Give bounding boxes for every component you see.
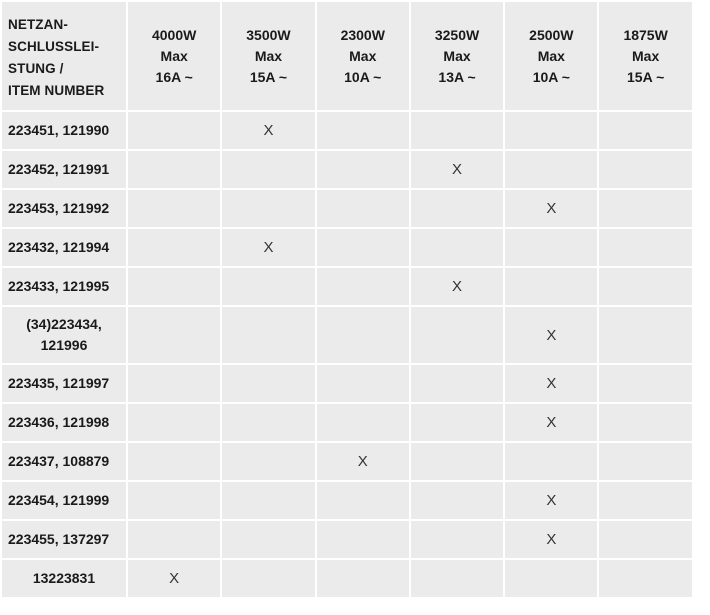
- mark-cell: X: [504, 306, 598, 364]
- mark-cell: [410, 520, 504, 559]
- mark-cell: [221, 267, 315, 306]
- mark-cell: [127, 150, 221, 189]
- column-watt: 3250W: [434, 27, 480, 43]
- mark-cell: [127, 403, 221, 442]
- item-number-cell: 223435, 121997: [1, 364, 127, 403]
- column-header-3500w: [221, 1, 315, 111]
- mark-cell: [504, 111, 598, 150]
- column-max: Max: [632, 48, 660, 64]
- mark-cell: [598, 364, 692, 403]
- mark-cell: [127, 267, 221, 306]
- item-number-line: (34)223434,: [26, 316, 102, 332]
- mark-cell: [410, 189, 504, 228]
- mark-cell: [504, 267, 598, 306]
- mark-cell: X: [504, 481, 598, 520]
- column-header-4000w: [127, 1, 221, 111]
- mark-cell: [598, 150, 692, 189]
- mark-cell: X: [504, 364, 598, 403]
- mark-cell: [410, 481, 504, 520]
- mark-cell: [598, 442, 692, 481]
- item-number-cell: 223436, 121998: [1, 403, 127, 442]
- column-header-1875w: [598, 1, 692, 111]
- mark-cell: [127, 481, 221, 520]
- column-max: Max: [349, 48, 377, 64]
- table-row: [1, 559, 693, 598]
- table-row: [1, 403, 693, 442]
- column-amp: 15A ~: [627, 69, 665, 85]
- mark-cell: [316, 150, 410, 189]
- mark-cell: X: [316, 442, 410, 481]
- column-amp: 15A ~: [249, 69, 288, 85]
- item-number-cell: 223432, 121994: [1, 228, 127, 267]
- mark-cell: [127, 306, 221, 364]
- table-row: [1, 150, 693, 189]
- mark-cell: X: [127, 559, 221, 598]
- mark-cell: [221, 306, 315, 364]
- item-number-cell: 223453, 121992: [1, 189, 127, 228]
- column-watt: 3500W: [246, 27, 291, 43]
- column-header-2300w: [316, 1, 410, 111]
- mark-cell: [504, 228, 598, 267]
- mark-cell: [221, 364, 315, 403]
- item-number-cell: 223451, 121990: [1, 111, 127, 150]
- column-amp: 13A ~: [438, 69, 476, 85]
- mark-cell: [221, 481, 315, 520]
- item-number-cell: 223437, 108879: [1, 442, 127, 481]
- table-row: [1, 189, 693, 228]
- mark-cell: [316, 364, 410, 403]
- item-number-line: 121996: [40, 337, 88, 353]
- item-number-cell: 223433, 121995: [1, 267, 127, 306]
- mark-cell: [316, 306, 410, 364]
- mark-cell: [221, 403, 315, 442]
- item-number-cell: 13223831: [1, 559, 127, 598]
- table-row: [1, 306, 693, 364]
- mark-cell: [221, 150, 315, 189]
- mark-cell: [598, 189, 692, 228]
- corner-line: STUNG /: [8, 61, 64, 76]
- mark-cell: X: [504, 403, 598, 442]
- mark-cell: [410, 228, 504, 267]
- item-number-cell: 223452, 121991: [1, 150, 127, 189]
- column-watt: 2300W: [340, 27, 385, 43]
- column-header-3250w: [410, 1, 504, 111]
- mark-cell: X: [410, 267, 504, 306]
- column-max: Max: [254, 48, 283, 64]
- mark-cell: [410, 403, 504, 442]
- corner-line: NETZAN-: [8, 17, 68, 32]
- column-header-2500w: [504, 1, 598, 111]
- mark-cell: [127, 228, 221, 267]
- mark-cell: [598, 403, 692, 442]
- mark-cell: [127, 442, 221, 481]
- mark-cell: [221, 559, 315, 598]
- table-row: [1, 520, 693, 559]
- item-number-cell: 223455, 137297: [1, 520, 127, 559]
- mark-cell: X: [221, 111, 315, 150]
- mark-cell: X: [221, 228, 315, 267]
- mark-cell: [598, 520, 692, 559]
- column-watt: 4000W: [151, 27, 197, 43]
- mark-cell: [598, 306, 692, 364]
- column-amp: 10A ~: [344, 69, 382, 85]
- mark-cell: [316, 111, 410, 150]
- mark-cell: [316, 481, 410, 520]
- mark-cell: [410, 442, 504, 481]
- mark-cell: [598, 481, 692, 520]
- mark-cell: [598, 559, 692, 598]
- item-number-cell: 223454, 121999: [1, 481, 127, 520]
- mark-cell: [127, 520, 221, 559]
- column-max: Max: [537, 48, 565, 64]
- table-row: [1, 228, 693, 267]
- mark-cell: [316, 403, 410, 442]
- mark-cell: [410, 559, 504, 598]
- column-amp: 10A ~: [532, 69, 570, 85]
- mark-cell: [127, 111, 221, 150]
- column-watt: 1875W: [623, 27, 668, 43]
- mark-cell: [598, 111, 692, 150]
- mark-cell: [127, 189, 221, 228]
- mark-cell: [221, 442, 315, 481]
- mark-cell: [504, 559, 598, 598]
- mark-cell: [410, 111, 504, 150]
- mark-cell: [598, 267, 692, 306]
- mark-cell: [598, 228, 692, 267]
- column-max: Max: [443, 48, 471, 64]
- mark-cell: [504, 442, 598, 481]
- mark-cell: [504, 150, 598, 189]
- mark-cell: [316, 520, 410, 559]
- table-row: [1, 267, 693, 306]
- corner-line: SCHLUSSLEI-: [8, 39, 100, 54]
- mark-cell: [316, 267, 410, 306]
- corner-line: ITEM NUMBER: [8, 83, 105, 98]
- header-row: [1, 1, 693, 111]
- table-row: [1, 364, 693, 403]
- mark-cell: [316, 228, 410, 267]
- table-row: [1, 111, 693, 150]
- mark-cell: [221, 520, 315, 559]
- mark-cell: X: [504, 189, 598, 228]
- mark-cell: [316, 189, 410, 228]
- table-row: [1, 481, 693, 520]
- table-row: [1, 442, 693, 481]
- header-corner-cell: [1, 1, 127, 111]
- mark-cell: [410, 364, 504, 403]
- item-number-cell: [1, 306, 127, 364]
- column-watt: 2500W: [529, 27, 574, 43]
- mark-cell: [316, 559, 410, 598]
- mark-cell: [221, 189, 315, 228]
- mark-cell: [410, 306, 504, 364]
- mark-cell: X: [504, 520, 598, 559]
- mark-cell: X: [410, 150, 504, 189]
- column-amp: 16A ~: [155, 69, 193, 85]
- mark-cell: [127, 364, 221, 403]
- column-max: Max: [160, 48, 188, 64]
